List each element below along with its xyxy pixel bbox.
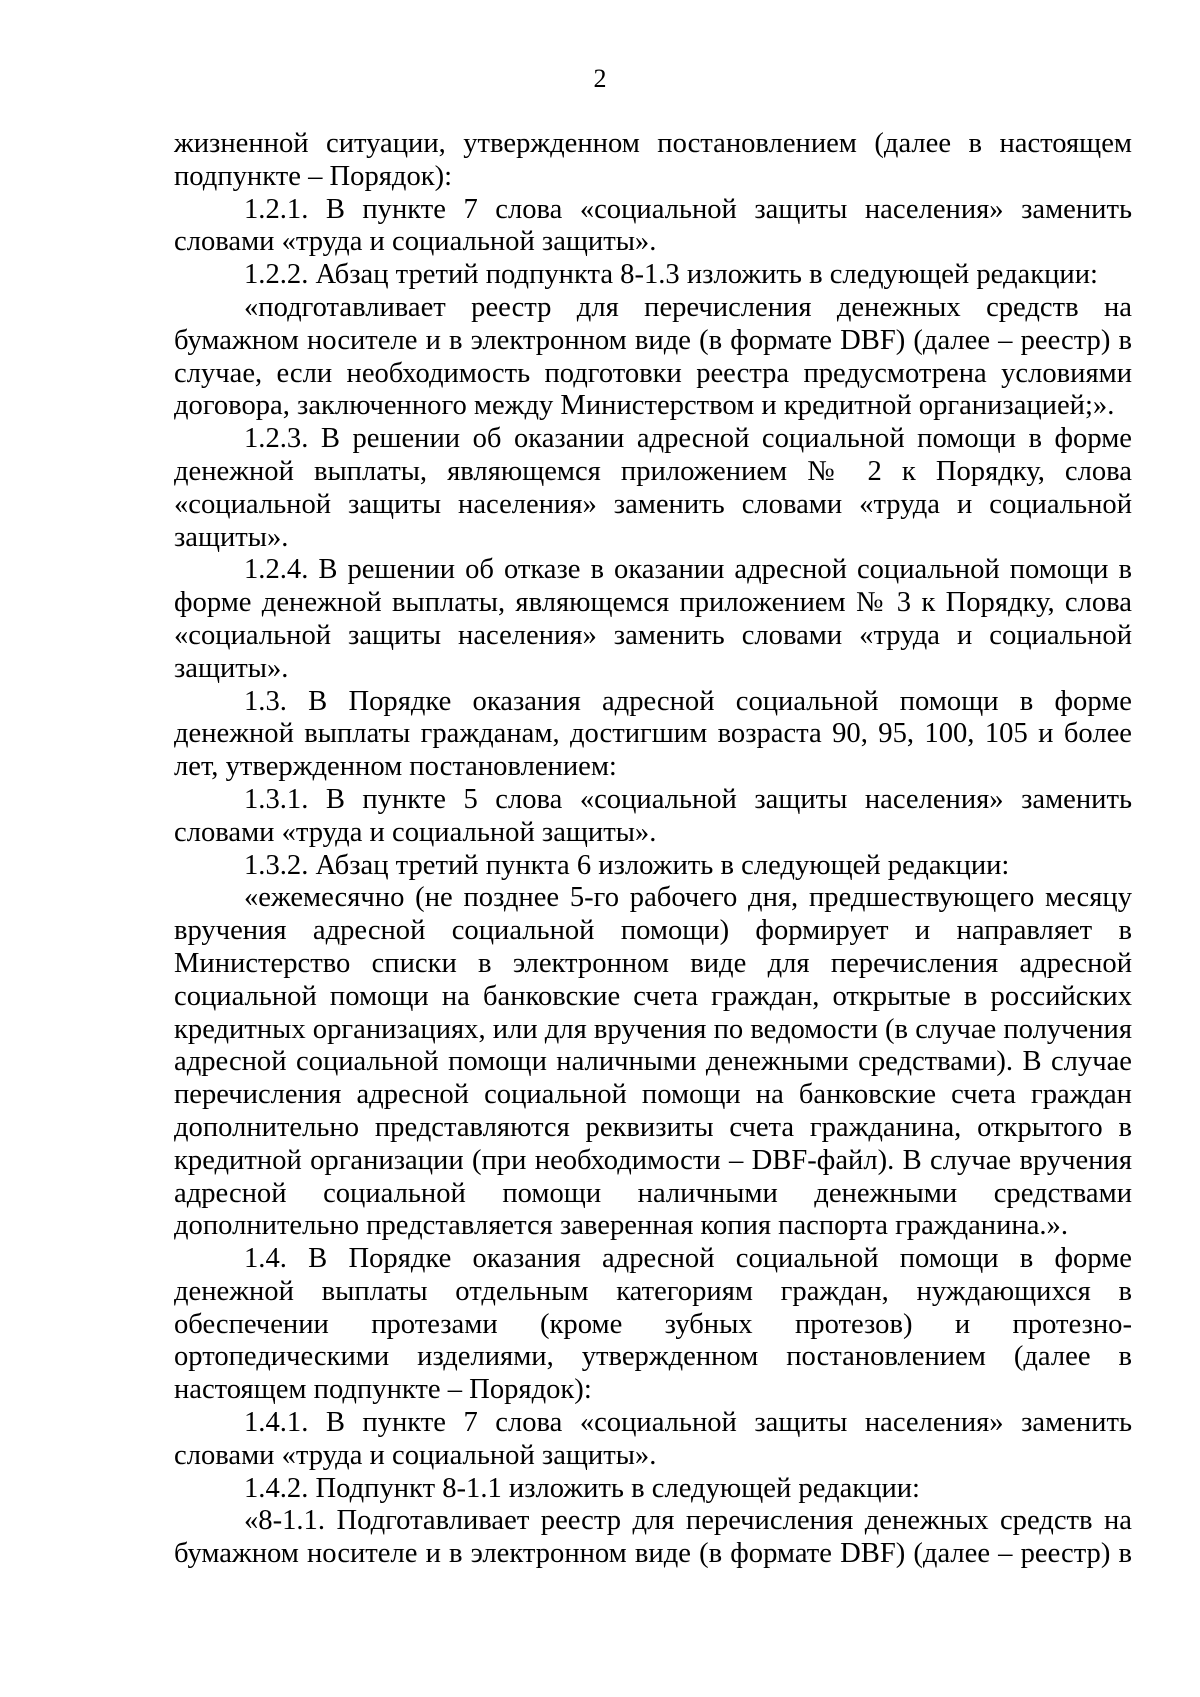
paragraph-1-4-2-quote: «8-1.1. Подготавливает реестр для перечисления денежных средств на бумажном носителе и в электронном виде (в формате DBF) (далее – реестр) в [174,1505,1132,1570]
paragraph-1-4-2: 1.4.2. Подпункт 8-1.1 изложить в следующей редакции: [244,1472,921,1504]
paragraph-1-3: 1.3. В Порядке оказания адресной социальной помощи в форме денежной выплаты гражданам, достигшим возраста 90, 95, 100, 105 и более лет, утвержденном постановлением: [174,685,1132,783]
paragraph-1-3-2: 1.3.2. Абзац третий пункта 6 изложить в следующей редакции: [244,849,1010,881]
paragraph-1-2-2: 1.2.2. Абзац третий подпункта 8-1.3 изложить в следующей редакции: [244,259,1098,291]
paragraph-1-3-2-quote: «ежемесячно (не позднее 5-го рабочего дня, предшествующего месяцу вручения адресной социальной помощи) формирует и направляет в Министерство списки в электронном виде для перечисления адресной социальной помощи на банковские счета граждан, открытые в российских кредитных организациях, или для вручения по ведомости (в случае получения адресной социальной помощи наличными денежными средствами). В случае перечисления адресной социальной помощи на банковские счета граждан дополнительно представляются реквизиты счета гражданина, открытого в кредитной организации (при необходимости – DBF-файл). В случае вручения адресной социальной помощи наличными денежными средствами дополнительно представляется заверенная копия паспорта гражданина.». [174,882,1132,1242]
paragraph-1-4: 1.4. В Порядке оказания адресной социальной помощи в форме денежной выплаты отдельным категориям граждан, нуждающихся в обеспечении протезами (кроме зубных протезов) и протезно-ортопедическими изделиями, утвержденном постановлением (далее в настоящем подпункте – Порядок): [174,1243,1132,1406]
page-number: 2 [593,64,607,93]
paragraph-1-2-3: 1.2.3. В решении об оказании адресной социальной помощи в форме денежной выплаты, являющемся приложением № 2 к Порядку, слова «социальной защиты населения» заменить словами «труда и социальной защиты». [174,423,1132,553]
paragraph-1-4-1: 1.4.1. В пункте 7 слова «социальной защиты населения» заменить словами «труда и социальной защиты». [174,1407,1132,1471]
document-body [174,128,1132,1571]
paragraph-1-2-1: 1.2.1. В пункте 7 слова «социальной защиты населения» заменить словами «труда и социальной защиты». [174,193,1132,258]
paragraph-intro-continuation: жизненной ситуации, утвержденном постановлением (далее в настоящем подпункте – Порядок): [174,128,1132,192]
paragraph-1-2-2-quote: «подготавливает реестр для перечисления денежных средств на бумажном носителе и в электронном виде (в формате DBF) (далее – реестр) в случае, если необходимость подготовки реестра предусмотрена условиями договора, заключенного между Министерством и кредитной организацией;». [174,291,1132,422]
paragraph-1-3-1: 1.3.1. В пункте 5 слова «социальной защиты населения» заменить словами «труда и социальной защиты». [174,783,1132,848]
paragraph-1-2-4: 1.2.4. В решении об отказе в оказании адресной социальной помощи в форме денежной выплаты, являющемся приложением № 3 к Порядку, слова «социальной защиты населения» заменить словами «труда и социальной защиты». [174,554,1132,684]
